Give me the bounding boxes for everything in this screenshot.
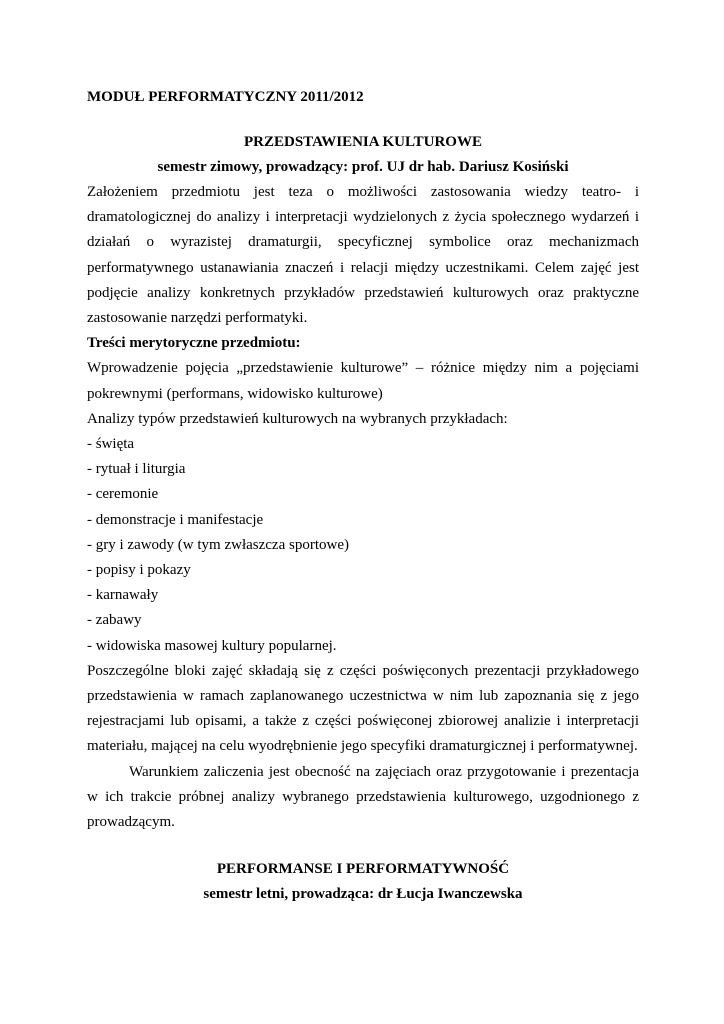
concept-paragraph: Wprowadzenie pojęcia „przedstawienie kulturowe” – różnice między nim a pojęciami pokrewnymi (performans, widowisko kulturowe) xyxy=(87,360,639,402)
module-title: MODUŁ PERFORMATYCZNY 2011/2012 xyxy=(87,89,364,105)
section2-subtitle: semestr letni, prowadząca: dr Łucja Iwanczewska xyxy=(203,886,523,903)
content-heading: Treści merytoryczne przedmiotu: xyxy=(87,335,301,352)
list-item: - rytuał i liturgia xyxy=(87,461,186,478)
list-item: - popisy i pokazy xyxy=(87,562,191,579)
analysis-intro: Analizy typów przedstawień kulturowych na wybranych przykładach: xyxy=(87,410,508,427)
list-item: - demonstracje i manifestacje xyxy=(87,511,264,528)
section1-title: PRZEDSTAWIENIA KULTUROWE xyxy=(244,134,482,150)
blocks-paragraph: Poszczególne bloki zajęć składają się z części poświęconych prezentacji przykładowego przedstawienia w ramach zaplanowanego uczestnictwa w nim lub zapoznania się z jego rejestracjami lub opisami, a także z części poświęconej zbiorowej analizie i interpretacji materiału, mającej na celu wyodrębnienie jego specyfiki dramaturgicznej i performatywnej. xyxy=(87,662,639,755)
credit-paragraph: Warunkiem zaliczenia jest obecność na zajęciach oraz przygotowanie i prezentacja w ich trakcie próbnej analizy wybranego przedstawienia kulturowego, uzgodnionego z prowadzącym. xyxy=(87,763,639,831)
list-item: - widowiska masowej kultury popularnej. xyxy=(87,637,337,654)
section1-subtitle: semestr zimowy, prowadzący: prof. UJ dr hab. Dariusz Kosiński xyxy=(157,159,569,175)
list-item: - karnawały xyxy=(87,587,159,604)
list-item: - ceremonie xyxy=(87,486,159,503)
list-item: - święta xyxy=(87,436,135,453)
section2-title: PERFORMANSE I PERFORMATYWNOŚĆ xyxy=(216,861,510,878)
list-item: - gry i zawody (w tym zwłaszcza sportowe) xyxy=(87,536,349,553)
list-item: - zabawy xyxy=(87,612,142,629)
section1-intro-paragraph: Założeniem przedmiotu jest teza o możliwości zastosowania wiedzy teatro- i dramatologicznej do analizy i interpretacji wydzielonych z życia społecznego wydarzeń i działań o wyrazistej dramaturgii, specyficznej symbolice oraz mechanizmach performatywnego ustanawiania znaczeń i relacji między uczestnikami. Celem zajęć jest podjęcie analizy konkretnych przykładów przedstawień kulturowych oraz praktyczne zastosowanie narzędzi performatyki. xyxy=(87,184,639,327)
document-body xyxy=(87,85,639,907)
performance-types-list xyxy=(87,432,639,659)
